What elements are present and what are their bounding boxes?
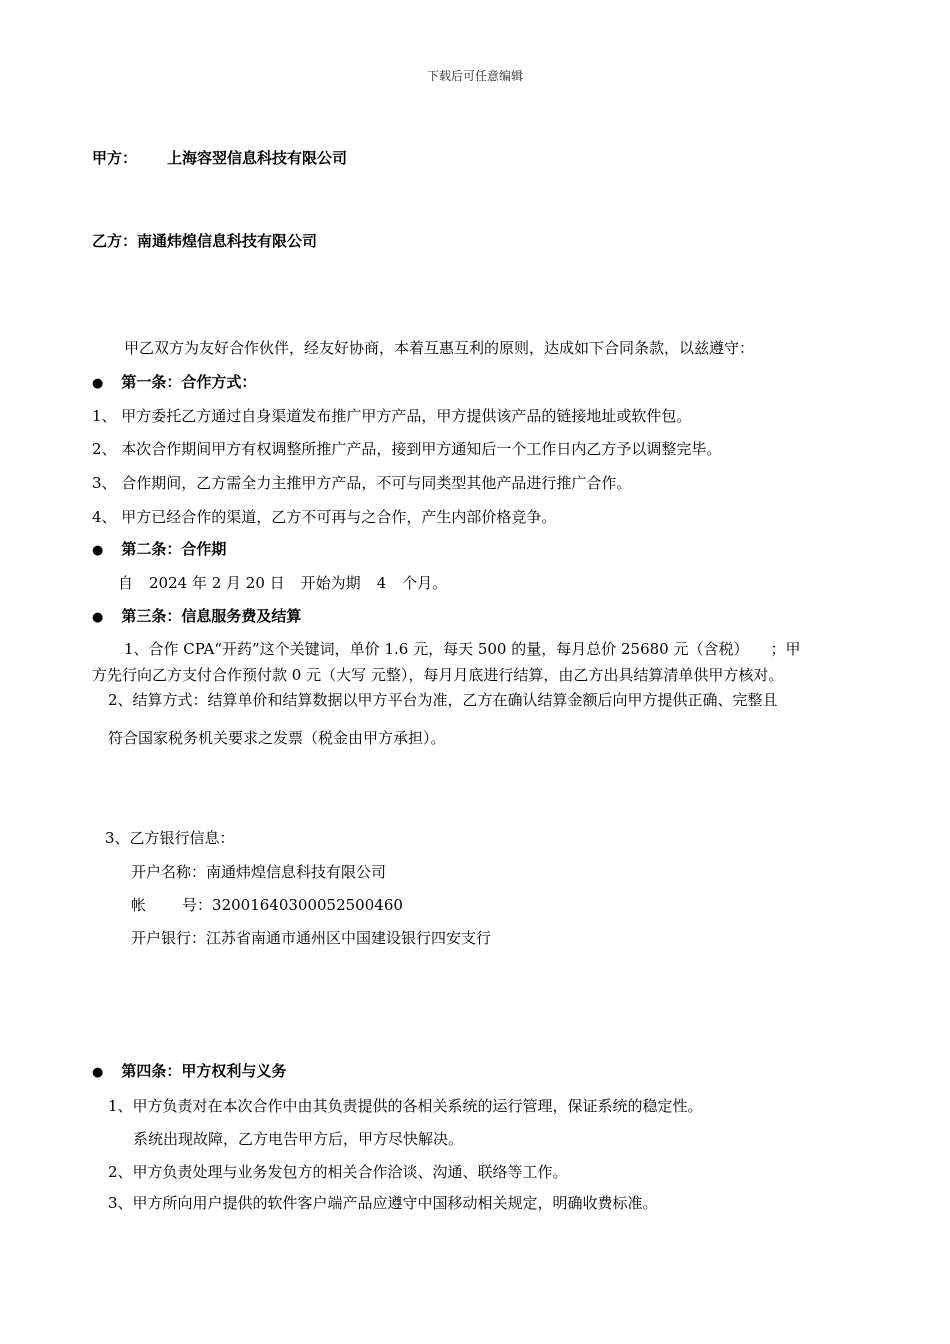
- bullet-icon: ●: [92, 376, 104, 391]
- period-unit: 个月。: [402, 574, 448, 592]
- period-months: 4: [376, 574, 387, 592]
- article1-item: 2、 本次合作期间甲方有权调整所推广产品，接到甲方通知后一个工作日内乙方予以调整完毕。: [92, 440, 722, 458]
- party-a-name: 上海容翌信息科技有限公司: [167, 149, 348, 167]
- account-label: 帐: [131, 896, 147, 914]
- account-label-2: 号：: [182, 896, 213, 914]
- period-start: 开始为期: [300, 574, 361, 592]
- article3-heading: [92, 605, 301, 626]
- bullet-icon: ●: [92, 543, 104, 558]
- article4-heading: [92, 1060, 286, 1081]
- fee-clause-text: 1、合作 CPA“开药”这个关键词，单价 1.6 元，每天 500 的量，每月总价 25680 元（含税）: [124, 640, 749, 658]
- bank-account-name: 开户名称：南通炜煌信息科技有限公司: [131, 863, 387, 881]
- settlement-line2: 符合国家税务机关要求之发票（税金由甲方承担）。: [108, 729, 446, 747]
- cooperation-period: [118, 572, 447, 593]
- article4-item: 1、甲方负责对在本次合作中由其负责提供的各相关系统的运行管理，保证系统的稳定性。: [108, 1097, 703, 1115]
- bank-info-title: 3、乙方银行信息：: [105, 829, 235, 847]
- article2-heading: [92, 538, 226, 559]
- party-b-label: 乙方：: [92, 232, 138, 250]
- article4-item: 系统出现故障，乙方电告甲方后，甲方尽快解决。: [133, 1130, 464, 1148]
- party-b-name: 南通炜煌信息科技有限公司: [137, 232, 318, 250]
- article4-title: 第四条：甲方权利与义务: [121, 1062, 287, 1080]
- article1-title: 第一条：合作方式：: [121, 373, 257, 391]
- party-b: [92, 230, 317, 251]
- bullet-icon: ●: [92, 1065, 104, 1080]
- settlement-line1: 2、结算方式：结算单价和结算数据以甲方平台为准，乙方在确认结算金额后向甲方提供正确、完整且: [108, 691, 778, 709]
- bank-branch: 开户银行：江苏省南通市通州区中国建设银行四安支行: [131, 929, 492, 947]
- fee-clause-line2: 方先行向乙方支付合作预付款 0 元（大写 元整），每月月底进行结算，由乙方出具结算清单供甲方核对。: [92, 666, 784, 684]
- article2-title: 第二条：合作期: [121, 540, 227, 558]
- period-from: 自: [118, 574, 134, 592]
- party-a-label: 甲方：: [92, 149, 138, 167]
- period-date: 2024 年 2 月 20 日: [149, 574, 285, 592]
- account-number-value: 32001640300052500460: [212, 896, 403, 914]
- fee-clause-tail: ；甲: [770, 640, 801, 658]
- fee-clause-line1: [124, 638, 801, 659]
- article1-item: 3、 合作期间，乙方需全力主推甲方产品，不可与同类型其他产品进行推广合作。: [92, 474, 632, 492]
- bullet-icon: ●: [92, 610, 104, 625]
- article3-title: 第三条：信息服务费及结算: [121, 607, 302, 625]
- page-header: 下载后可任意编辑: [426, 69, 523, 83]
- article1-item: 1、 甲方委托乙方通过自身渠道发布推广甲方产品，甲方提供该产品的链接地址或软件包。: [92, 407, 692, 425]
- article4-item: 3、甲方所向用户提供的软件客户端产品应遵守中国移动相关规定，明确收费标准。: [108, 1194, 658, 1212]
- bank-account-number: [131, 894, 403, 915]
- article1-heading: [92, 371, 256, 392]
- article1-item: 4、 甲方已经合作的渠道，乙方不可再与之合作，产生内部价格竞争。: [92, 508, 557, 526]
- intro-paragraph: 甲乙双方为友好合作伙伴，经友好协商，本着互惠互利的原则，达成如下合同条款，以兹遵守：: [124, 339, 755, 357]
- party-a: [92, 147, 347, 168]
- article4-item: 2、甲方负责处理与业务发包方的相关合作洽谈、沟通、联络等工作。: [108, 1163, 568, 1181]
